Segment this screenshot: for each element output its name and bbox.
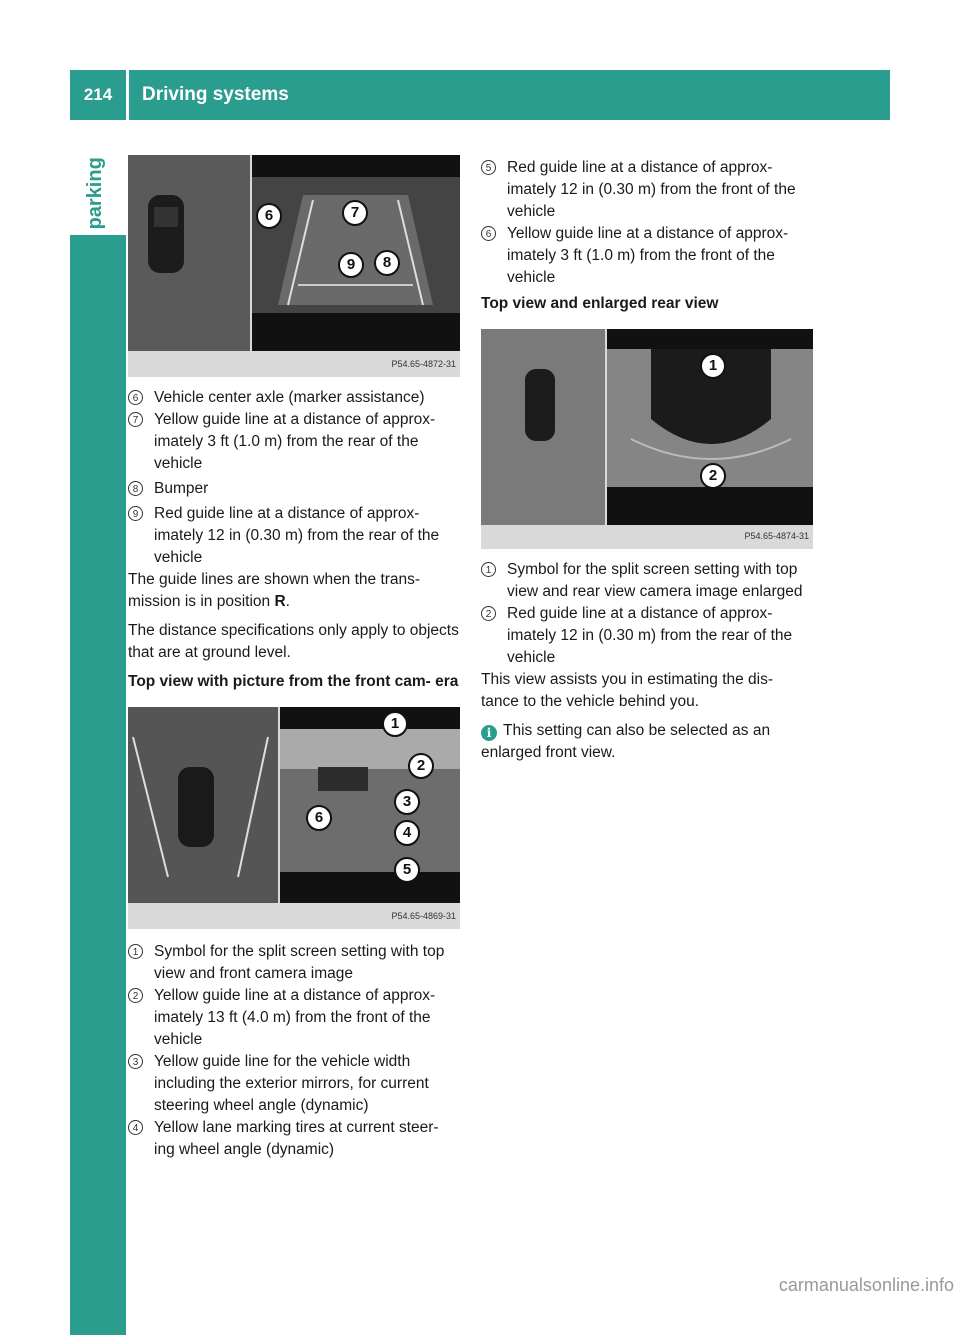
list-item: 5 Red guide line at a distance of approx- imately 12 in (0.30 m) from the front of the vehicle: [481, 157, 813, 223]
figure-rear-split-image: [128, 155, 460, 377]
callout-5: 5: [394, 857, 420, 883]
info-note: i This setting can also be selected as an enlarged front view.: [481, 722, 771, 761]
list-item: 9 Red guide line at a distance of approx- imately 12 in (0.30 m) from the rear of the vehicle: [128, 503, 460, 569]
side-tab-label: Driving and parking: [84, 157, 106, 345]
figure-code: P54.65-4872-31: [391, 359, 456, 369]
list-item: 4 Yellow lane marking tires at current steer- ing wheel angle (dynamic): [128, 1117, 460, 1161]
figure-code: P54.65-4874-31: [744, 531, 809, 541]
callout-2: 2: [408, 753, 434, 779]
list-item: 2 Yellow guide line at a distance of approx- imately 13 ft (4.0 m) from the front of the vehicle: [128, 985, 460, 1051]
side-tab: [70, 235, 126, 1335]
paragraph: The distance specifications only apply to objects that are at ground level.: [128, 622, 459, 661]
left-column: [128, 155, 460, 1161]
figure-code: P54.65-4869-31: [391, 911, 456, 921]
paragraph: The guide lines are shown when the trans- mission is in position R.: [128, 571, 421, 610]
figure-rear-split: [128, 155, 460, 377]
callout-4: 4: [394, 820, 420, 846]
figure-front-split-image: [128, 707, 460, 929]
figure-front-split: [128, 707, 460, 929]
callout-1: 1: [382, 711, 408, 737]
list-item: 1 Symbol for the split screen setting with top view and front camera image: [128, 941, 460, 985]
list-item: 2 Red guide line at a distance of approx- imately 12 in (0.30 m) from the rear of the vehicle: [481, 603, 813, 669]
list-item: 1 Symbol for the split screen setting with top view and rear view camera image enlarged: [481, 559, 813, 603]
right-column: [481, 157, 813, 771]
list-item: 3 Yellow guide line for the vehicle width including the exterior mirrors, for current steering wheel angle (dynamic): [128, 1051, 460, 1117]
section-heading: Top view with picture from the front cam- era: [128, 673, 459, 690]
callout-6: 6: [306, 805, 332, 831]
list-item: 8 Bumper: [128, 478, 460, 500]
figure-rear-enlarged-image: [481, 329, 813, 549]
callout-7: 7: [342, 200, 368, 226]
callout-2: 2: [700, 463, 726, 489]
callout-1: 1: [700, 353, 726, 379]
section-heading: Top view and enlarged rear view: [481, 295, 719, 312]
callout-9: 9: [338, 252, 364, 278]
info-icon: i: [481, 725, 497, 741]
page-title: Driving systems: [129, 70, 890, 120]
list-item: 6 Yellow guide line at a distance of approx- imately 3 ft (1.0 m) from the front of the vehicle: [481, 223, 813, 289]
paragraph: This view assists you in estimating the dis- tance to the vehicle behind you.: [481, 671, 774, 710]
callout-8: 8: [374, 250, 400, 276]
list-item: 6 Vehicle center axle (marker assistance): [128, 387, 460, 409]
list-item: 7 Yellow guide line at a distance of approx- imately 3 ft (1.0 m) from the rear of the vehicle: [128, 409, 460, 475]
figure-rear-enlarged: [481, 329, 813, 549]
watermark: carmanualsonline.info: [778, 1275, 954, 1295]
page-number: 214: [70, 70, 126, 120]
callout-3: 3: [394, 789, 420, 815]
callout-6: 6: [256, 203, 282, 229]
